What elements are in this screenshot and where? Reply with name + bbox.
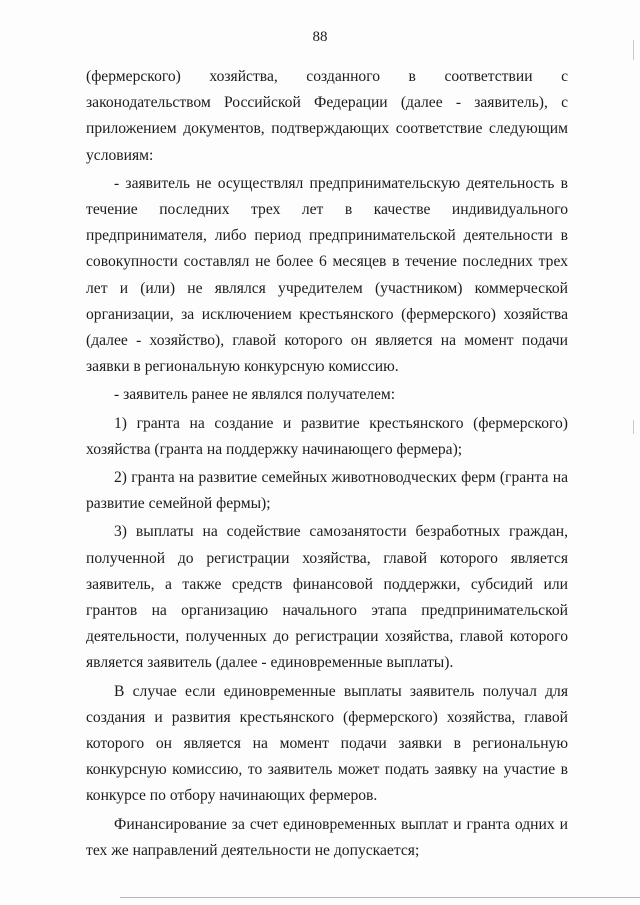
paragraph-item-3: 3) выплаты на содействие самозанятости безработных граждан, полученной до регистрации хозяйства, главой которого является заявитель, а также средств финансовой поддержки, субсидий или грантов на организацию начального этапа предпринимательской деятельности, полученных до регистрации хозяйства, главой которого является заявитель (далее - единовременные выплаты). (86, 523, 568, 672)
paragraph-intro: (фермерского) хозяйства, созданного в соответствии с законодательством Российской Федерации (далее - заявитель), с приложением документов, подтверждающих соответствие следующим условиям: (86, 68, 568, 164)
paragraph-condition-recipient: - заявитель ранее не являлся получателем: (114, 386, 396, 404)
paragraph-item-2: 2) гранта на развитие семейных животноводческих ферм (гранта на развитие семейной фермы); (86, 469, 568, 513)
page-number: 88 (312, 29, 328, 45)
paragraph-item-1: 1) гранта на создание и развитие крестьянского (фермерского) хозяйства (гранта на поддержку начинающего фермера); (86, 414, 568, 458)
scan-edge-mark-middle (633, 420, 634, 434)
paragraph-financing: Финансирование за счет единовременных выплат и гранта одних и тех же направлений деятельности не допускается; (86, 815, 568, 859)
paragraph-condition-activity: - заявитель не осуществлял предпринимательскую деятельность в течение последних трех лет в качестве индивидуального предпринимателя, либо период предпринимательской деятельности в совокупности составлял не более 6 месяцев в течение последних трех лет и (или) не являлся учредителем (участником) коммерческой организации, за исключением крестьянского (фермерского) хозяйства (далее - хозяйство), главой которого он является на момент подачи заявки в региональную конкурсную комиссию. (86, 174, 568, 376)
scan-bottom-edge (120, 897, 640, 898)
scan-edge-mark-top (633, 40, 634, 60)
body-text (86, 64, 568, 864)
paragraph-one-time-payments: В случае если единовременные выплаты заявитель получал для создания и развития крестьянского (фермерского) хозяйства, главой которого он является на момент подачи заявки в региональную конкурсную комиссию, то заявитель может подать заявку на участие в конкурсе по отбору начинающих фермеров. (86, 682, 568, 805)
